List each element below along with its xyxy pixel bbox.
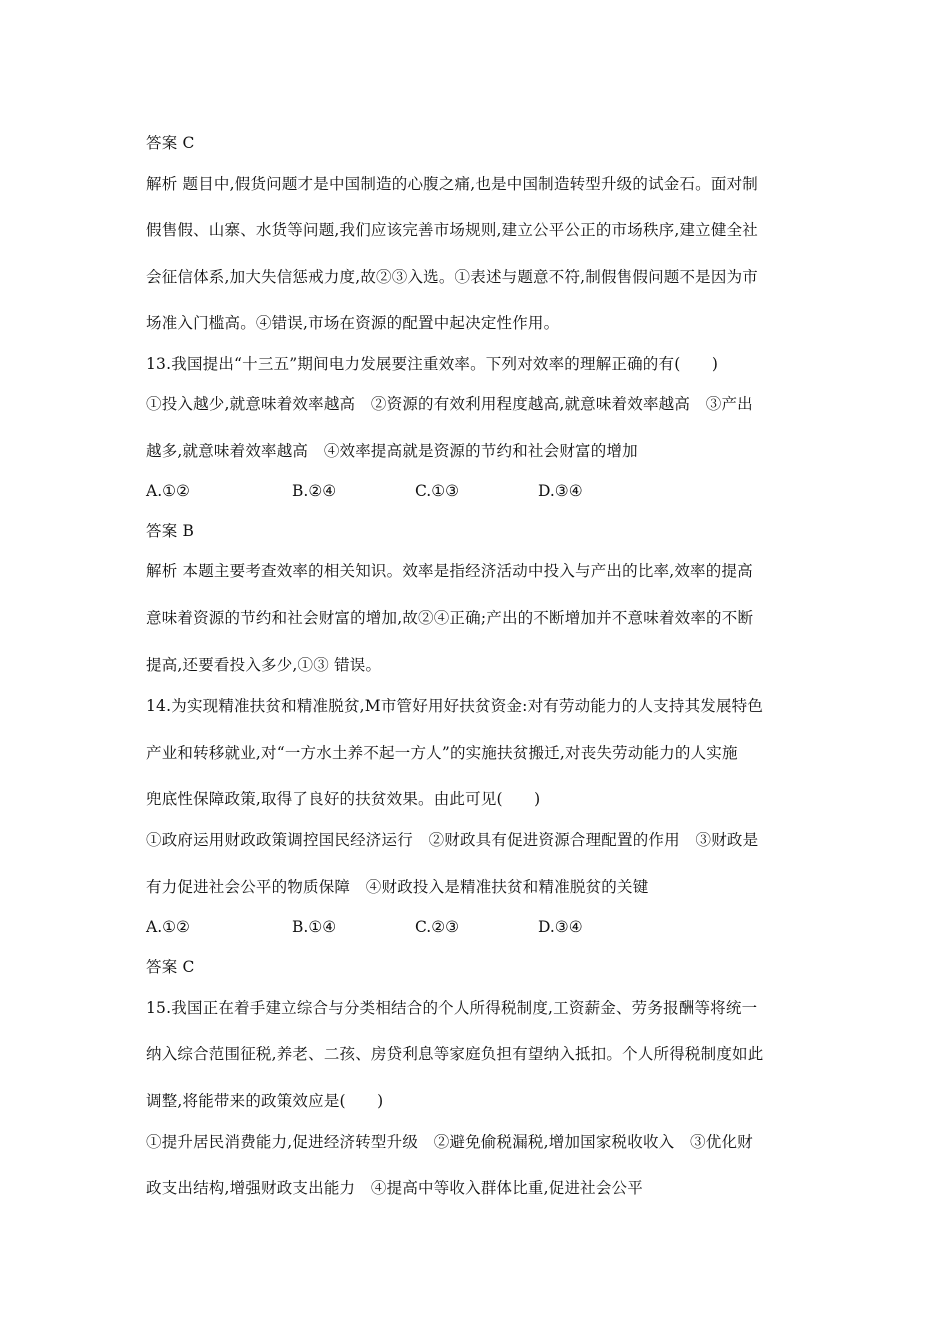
q15-items-line-1: ①提升居民消费能力,促进经济转型升级 ②避免偷税漏税,增加国家税收收入 ③优化财: [146, 1133, 753, 1151]
q13-stem: 13.我国提出“十三五”期间电力发展要注重效率。下列对效率的理解正确的有( ): [146, 355, 719, 373]
q13-analysis-line-3: 提高,还要看投入多少,①③ 错误。: [146, 656, 382, 674]
q13-option-d: D.③④: [538, 482, 583, 500]
q13-option-a: A.①②: [146, 482, 190, 500]
q12-analysis-line-1: 解析 题目中,假货问题才是中国制造的心腹之痛,也是中国制造转型升级的试金石。面对制: [146, 175, 758, 193]
q14-option-d: D.③④: [538, 918, 583, 936]
q14-items-line-2: 有力促进社会公平的物质保障 ④财政投入是精准扶贫和精准脱贫的关键: [146, 878, 649, 896]
q15-items-line-2: 政支出结构,增强财政支出能力 ④提高中等收入群体比重,促进社会公平: [146, 1179, 643, 1197]
q15-stem-line-1: 15.我国正在着手建立综合与分类相结合的个人所得税制度,工资薪金、劳务报酬等将统一: [146, 999, 758, 1017]
q13-option-c: C.①③: [415, 482, 460, 500]
q14-option-c: C.②③: [415, 918, 460, 936]
q13-option-b: B.②④: [292, 482, 337, 500]
q14-stem-line-2: 产业和转移就业,对“一方水土养不起一方人”的实施扶贫搬迁,对丧失劳动能力的人实施: [146, 744, 738, 762]
q14-stem-line-3: 兜底性保障政策,取得了良好的扶贫效果。由此可见( ): [146, 790, 541, 808]
q12-analysis-line-2: 假售假、山寨、水货等问题,我们应该完善市场规则,建立公平公正的市场秩序,建立健全社: [146, 221, 758, 239]
q13-answer: 答案 B: [146, 522, 195, 540]
q14-answer: 答案 C: [146, 958, 195, 976]
q15-stem-line-2: 纳入综合范围征税,养老、二孩、房贷利息等家庭负担有望纳入抵扣。个人所得税制度如此: [146, 1045, 764, 1063]
q12-analysis-line-3: 会征信体系,加大失信惩戒力度,故②③入选。①表述与题意不符,制假售假问题不是因为市: [146, 268, 758, 286]
q14-stem-line-1: 14.为实现精准扶贫和精准脱贫,M市管好用好扶贫资金:对有劳动能力的人支持其发展特色: [146, 697, 764, 715]
q13-analysis-line-1: 解析 本题主要考查效率的相关知识。效率是指经济活动中投入与产出的比率,效率的提高: [146, 562, 753, 580]
q12-answer: 答案 C: [146, 134, 195, 152]
q13-items-line-2: 越多,就意味着效率越高 ④效率提高就是资源的节约和社会财富的增加: [146, 442, 638, 460]
q15-stem-line-3: 调整,将能带来的政策效应是( ): [146, 1092, 384, 1110]
q14-option-a: A.①②: [146, 918, 190, 936]
q13-items-line-1: ①投入越少,就意味着效率越高 ②资源的有效利用程度越高,就意味着效率越高 ③产出: [146, 395, 753, 413]
q12-analysis-line-4: 场准入门槛高。④错误,市场在资源的配置中起决定性作用。: [146, 314, 560, 332]
q14-option-b: B.①④: [292, 918, 337, 936]
q14-items-line-1: ①政府运用财政政策调控国民经济运行 ②财政具有促进资源合理配置的作用 ③财政是: [146, 831, 759, 849]
q13-analysis-line-2: 意味着资源的节约和社会财富的增加,故②④正确;产出的不断增加并不意味着效率的不断: [146, 609, 754, 627]
